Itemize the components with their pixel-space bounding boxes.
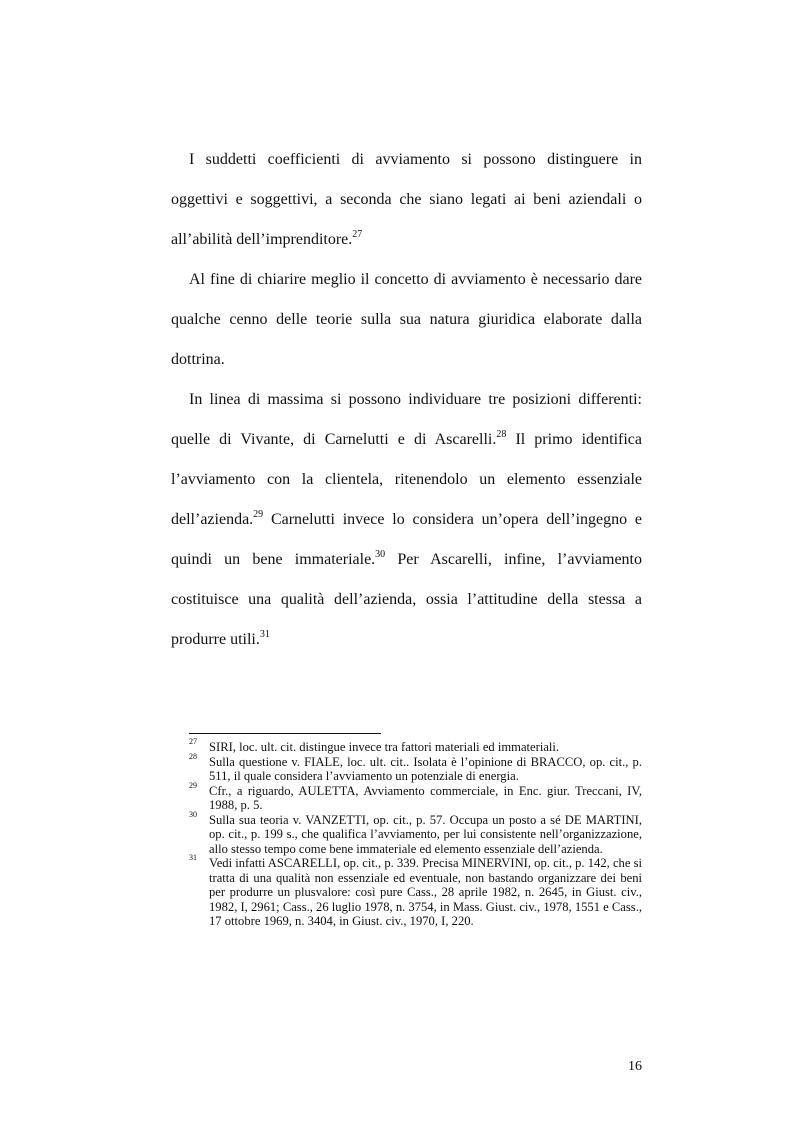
footnotes <box>189 737 642 929</box>
footnote-number: 27 <box>189 737 197 746</box>
page-number: 16 <box>628 1059 642 1074</box>
paragraph-3 <box>171 380 642 660</box>
paragraph-text: Il primo identifica l’avviamento con la clientela, ritenendolo un elemento essenziale dell’azienda. <box>171 431 643 528</box>
footnote <box>189 737 642 755</box>
paragraph-2 <box>171 260 642 380</box>
paragraph-text: Carnelutti invece lo considera un’opera dell’ingegno e quindi un bene immateriale. <box>171 511 642 568</box>
footnote-ref[interactable]: 31 <box>259 629 270 640</box>
footnote-number: 29 <box>189 780 197 790</box>
footnote-text: SIRI, loc. ult. cit. distingue invece tra fattori materiali ed immateriali. <box>209 740 560 754</box>
footnote-text: Cfr., a riguardo, AULETTA, Avviamento commerciale, in Enc. giur. Treccani, IV, 1988, p. 5. <box>209 783 642 812</box>
footnote-text: Sulla sua teoria v. VANZETTI, op. cit., p. 57. Occupa un posto a sé DE MARTINI, op. cit., p. 199 s., che qualifica l’avviamento, per lui consistente nell’organizzazione, allo stesso tempo come bene immateriale ed elemento essenziale dell’azienda. <box>209 812 642 856</box>
footnote-ref[interactable]: 30 <box>375 549 386 560</box>
footnote-separator <box>189 733 381 734</box>
footnote-ref[interactable]: 28 <box>496 429 507 440</box>
paragraph-text: I suddetti coefficienti di avviamento si possono distinguere in oggettivi e soggettivi, a seconda che siano legati ai beni aziendali o all’abilità dell’imprenditore. <box>171 151 642 248</box>
footnote-number: 30 <box>189 809 197 819</box>
footnote <box>189 751 642 784</box>
footnote-number: 28 <box>189 751 197 761</box>
footnote <box>189 809 642 857</box>
footnote-ref[interactable]: 27 <box>352 229 363 240</box>
paragraph-text: Al fine di chiarire meglio il concetto di avviamento è necessario dare qualche cenno delle teorie sulla sua natura giuridica elaborate dalla dottrina. <box>171 271 642 368</box>
footnote <box>189 780 642 813</box>
footnote <box>189 853 642 929</box>
footnote-number: 31 <box>189 853 197 862</box>
footnote-ref[interactable]: 29 <box>253 509 264 520</box>
footnote-text: Sulla questione v. FIALE, loc. ult. cit.. Isolata è l’opinione di BRACCO, op. cit., p. 511, il quale considera l’avviamento un potenziale di energia. <box>209 754 642 783</box>
paragraph-text: Per Ascarelli, infine, l’avviamento costituisce una qualità dell’azienda, ossia l’attitudine della stessa a produrre utili. <box>171 551 642 648</box>
paragraph-text: In linea di massima si possono individuare tre posizioni differenti: quelle di Vivante, di Carnelutti e di Ascarelli. <box>171 391 642 448</box>
main-text <box>171 140 642 660</box>
footnote-text: Vedi infatti ASCARELLI, op. cit., p. 339. Precisa MINERVINI, op. cit., p. 142, che si tratta di una qualità non essenziale ed eventuale, non bastando organizzare dei beni per produrre un plusvalore: così pure Cass., 28 aprile 1982, n. 2645, in Giust. civ., 1982, I, 2961; Cass., 26 luglio 1978, n. 3754, in Mass. Giust. civ., 1978, 1551 e Cass., 17 ottobre 1969, n. 3404, in Giust. civ., 1970, I, 220. <box>209 856 642 928</box>
paragraph-1 <box>171 140 642 260</box>
